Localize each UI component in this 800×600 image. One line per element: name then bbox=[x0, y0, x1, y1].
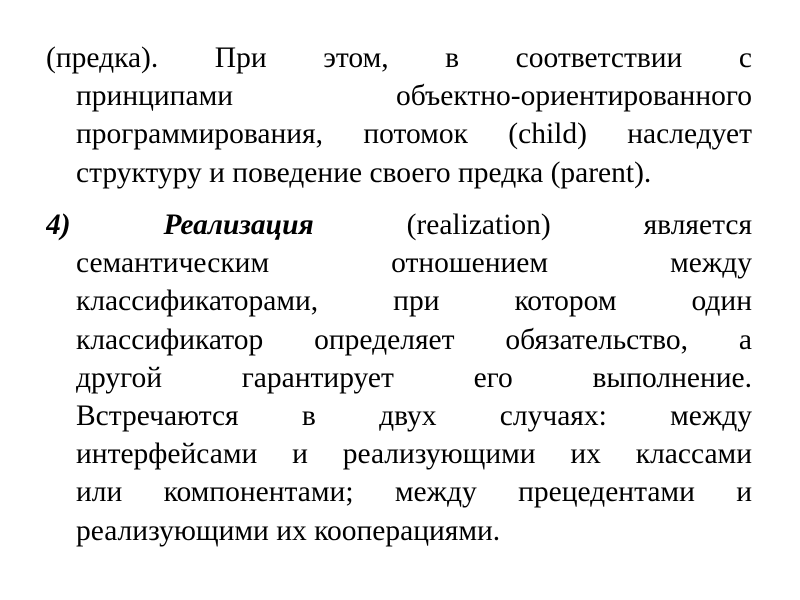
text-line: классификатор определяет обязательство, а bbox=[76, 323, 752, 356]
list-number: 4) bbox=[46, 209, 71, 241]
paragraph-inheritance bbox=[46, 39, 752, 192]
text-line: другой гарантирует его выполнение. bbox=[76, 361, 752, 394]
text-fragment: (realization) является bbox=[406, 209, 752, 241]
text-line-first bbox=[46, 206, 752, 244]
text-line: или компонентами; между прецедентами и bbox=[76, 476, 752, 509]
text-line: принципами объектно-ориентированного bbox=[76, 80, 752, 113]
paragraph-realization bbox=[46, 206, 752, 550]
text-line: реализующими их кооперациями. bbox=[76, 514, 501, 547]
text-line: программирования, потомок (child) наследует bbox=[76, 118, 752, 151]
text-line: интерфейсами и реализующими их классами bbox=[76, 438, 752, 471]
text-line: структуру и поведение своего предка (parent). bbox=[76, 156, 652, 189]
text-line: Встречаются в двух случаях: между bbox=[76, 399, 752, 432]
text-line: семантическим отношением между bbox=[76, 247, 752, 280]
text-line: (предка). При этом, в соответствии с bbox=[46, 42, 752, 74]
term-heading: Реализация bbox=[163, 209, 314, 241]
text-line: классификаторами, при котором один bbox=[76, 285, 752, 318]
